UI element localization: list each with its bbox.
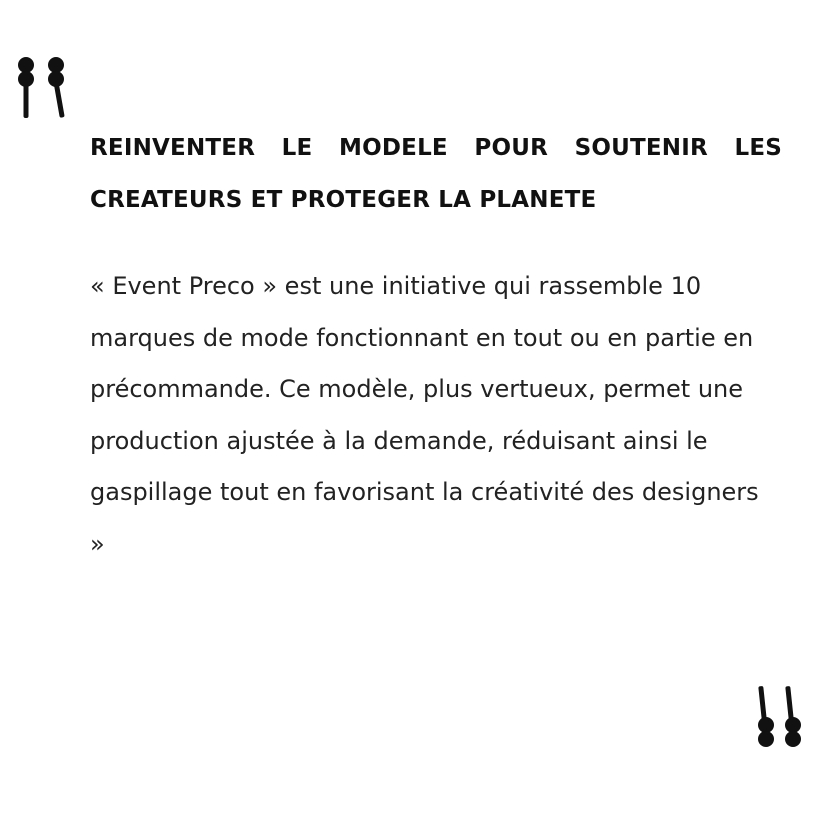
quote-body: « Event Preco » est une initiative qui rassemble 10 marques de mode fonctionnant en tout ou en partie en précommande. Ce modèle, plus vertueux, permet une production ajustée à la demande, réduisant ainsi le gaspillage tout en favorisant la créativité des designers » bbox=[90, 272, 759, 558]
headline: REINVENTER LE MODELE POUR SOUTENIR LES CREATEURS ET PROTEGER LA PLANETE bbox=[90, 135, 782, 213]
closing-quote-mark-icon bbox=[752, 682, 814, 752]
opening-quote-mark-icon bbox=[14, 52, 76, 122]
